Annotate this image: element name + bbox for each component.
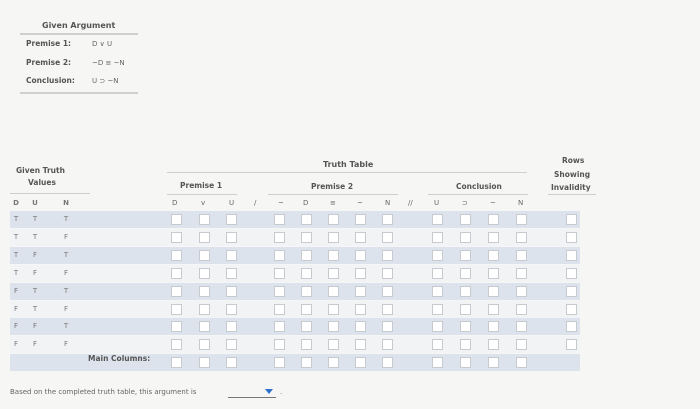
truth-value-cell[interactable]	[355, 232, 366, 243]
given-truth-value: T	[63, 286, 69, 295]
truth-value-cell[interactable]	[301, 304, 312, 315]
truth-value-cell[interactable]	[382, 250, 393, 261]
truth-value-cell[interactable]	[226, 286, 237, 297]
separator-double: //	[408, 199, 413, 207]
given-truth-value: F	[32, 340, 38, 349]
truth-value-cell[interactable]	[171, 286, 182, 297]
truth-value-cell[interactable]	[516, 214, 527, 225]
truth-value-cell[interactable]	[432, 339, 443, 350]
truth-value-cell[interactable]	[301, 321, 312, 332]
truth-value-cell[interactable]	[226, 339, 237, 350]
validity-dropdown[interactable]	[228, 386, 276, 398]
given-truth-value: F	[32, 268, 38, 277]
truth-value-cell[interactable]	[274, 268, 285, 279]
truth-value-cell[interactable]	[382, 321, 393, 332]
given-truth-value: F	[13, 286, 19, 295]
truth-value-cell[interactable]	[274, 304, 285, 315]
truth-value-cell[interactable]	[328, 321, 339, 332]
truth-value-cell[interactable]	[199, 339, 210, 350]
given-truth-value: T	[63, 215, 69, 223]
given-truth-value: F	[32, 322, 38, 331]
truth-value-cell[interactable]	[516, 339, 527, 350]
truth-value-cell[interactable]	[328, 250, 339, 261]
c-symbol-neg: ~	[490, 199, 496, 207]
given-argument-divider-top	[20, 33, 138, 35]
truth-value-cell[interactable]	[460, 286, 471, 297]
truth-value-cell[interactable]	[488, 321, 499, 332]
truth-value-cell[interactable]	[516, 232, 527, 243]
conclusion-value: U ⊃ ~N	[92, 77, 119, 85]
truth-value-cell[interactable]	[274, 286, 285, 297]
given-truth-values-title-line1: Given Truth	[16, 166, 65, 175]
p2-symbol-neg2: ~	[357, 199, 363, 207]
invalidity-checkbox[interactable]	[566, 286, 577, 297]
invalidity-checkbox[interactable]	[566, 304, 577, 315]
truth-value-cell[interactable]	[460, 321, 471, 332]
given-truth-value: F	[63, 304, 69, 313]
p2-symbol-d: D	[303, 199, 309, 207]
truth-value-cell[interactable]	[226, 321, 237, 332]
truth-value-cell[interactable]	[488, 250, 499, 261]
col-header-d: D	[13, 199, 19, 207]
invalidity-header-line1: Rows	[562, 156, 585, 165]
main-column-checkbox[interactable]	[274, 357, 285, 368]
truth-value-cell[interactable]	[171, 339, 182, 350]
main-column-checkbox[interactable]	[328, 357, 339, 368]
conclusion-underline	[428, 194, 528, 195]
main-column-checkbox[interactable]	[516, 357, 527, 368]
truth-value-cell[interactable]	[488, 304, 499, 315]
truth-value-cell[interactable]	[460, 214, 471, 225]
premise1-label: Premise 1:	[26, 39, 72, 48]
truth-value-cell[interactable]	[328, 268, 339, 279]
truth-value-cell[interactable]	[274, 339, 285, 350]
truth-value-cell[interactable]	[460, 339, 471, 350]
invalidity-header-line2: Showing	[554, 170, 591, 179]
truth-value-cell[interactable]	[226, 232, 237, 243]
p2-symbol-n: N	[385, 199, 391, 207]
truth-value-cell[interactable]	[516, 250, 527, 261]
main-column-checkbox[interactable]	[488, 357, 499, 368]
given-truth-value: T	[63, 250, 69, 259]
invalidity-checkbox[interactable]	[566, 214, 577, 225]
truth-value-cell[interactable]	[328, 214, 339, 225]
c-symbol-n: N	[518, 199, 524, 207]
main-column-checkbox[interactable]	[382, 357, 393, 368]
given-truth-value: T	[13, 268, 19, 277]
truth-value-cell[interactable]	[516, 304, 527, 315]
truth-value-cell[interactable]	[199, 214, 210, 225]
truth-value-cell[interactable]	[488, 232, 499, 243]
given-argument-title: Given Argument	[42, 21, 116, 30]
truth-value-cell[interactable]	[301, 268, 312, 279]
premise1-underline	[167, 194, 237, 195]
truth-value-cell[interactable]	[226, 250, 237, 261]
premise2-label: Premise 2:	[26, 58, 72, 67]
p1-symbol-d: D	[172, 199, 178, 207]
truth-value-cell[interactable]	[199, 321, 210, 332]
truth-value-cell[interactable]	[171, 268, 182, 279]
truth-value-cell[interactable]	[355, 214, 366, 225]
invalidity-checkbox[interactable]	[566, 321, 577, 332]
truth-value-cell[interactable]	[301, 232, 312, 243]
truth-value-cell[interactable]	[516, 286, 527, 297]
main-column-checkbox[interactable]	[432, 357, 443, 368]
chevron-down-icon	[265, 389, 273, 394]
truth-value-cell[interactable]	[301, 286, 312, 297]
truth-value-cell[interactable]	[226, 268, 237, 279]
truth-value-cell[interactable]	[301, 339, 312, 350]
truth-value-cell[interactable]	[171, 214, 182, 225]
given-truth-values-underline	[10, 193, 90, 194]
truth-value-cell[interactable]	[460, 232, 471, 243]
truth-value-cell[interactable]	[355, 268, 366, 279]
truth-value-cell[interactable]	[199, 232, 210, 243]
p2-symbol-neg1: ~	[278, 199, 284, 207]
truth-value-cell[interactable]	[355, 250, 366, 261]
truth-value-cell[interactable]	[328, 339, 339, 350]
truth-value-cell[interactable]	[432, 321, 443, 332]
truth-value-cell[interactable]	[488, 268, 499, 279]
truth-value-cell[interactable]	[516, 268, 527, 279]
truth-value-cell[interactable]	[199, 304, 210, 315]
truth-value-cell[interactable]	[382, 339, 393, 350]
col-header-u: U	[32, 199, 38, 207]
given-truth-value: T	[13, 250, 19, 259]
main-column-checkbox[interactable]	[460, 357, 471, 368]
given-truth-value: F	[63, 340, 69, 349]
invalidity-checkbox[interactable]	[566, 232, 577, 243]
truth-value-cell[interactable]	[516, 321, 527, 332]
truth-value-cell[interactable]	[199, 250, 210, 261]
main-columns-label: Main Columns:	[88, 354, 151, 363]
given-truth-value: T	[63, 322, 69, 331]
truth-value-cell[interactable]	[301, 250, 312, 261]
truth-value-cell[interactable]	[460, 250, 471, 261]
truth-value-cell[interactable]	[382, 232, 393, 243]
truth-value-cell[interactable]	[171, 250, 182, 261]
premise1-value: D ∨ U	[92, 40, 113, 48]
conclusion-header: Conclusion	[456, 182, 502, 191]
truth-value-cell[interactable]	[274, 250, 285, 261]
p1-symbol-or: v	[201, 199, 206, 207]
premise2-underline	[268, 194, 398, 195]
truth-value-cell[interactable]	[274, 232, 285, 243]
truth-value-cell[interactable]	[274, 321, 285, 332]
given-truth-value: T	[32, 286, 38, 295]
truth-value-cell[interactable]	[355, 321, 366, 332]
truth-value-cell[interactable]	[432, 304, 443, 315]
main-column-checkbox[interactable]	[199, 357, 210, 368]
truth-value-cell[interactable]	[199, 268, 210, 279]
given-truth-value: F	[13, 304, 19, 313]
invalidity-checkbox[interactable]	[566, 250, 577, 261]
truth-value-cell[interactable]	[432, 214, 443, 225]
truth-table-title-divider	[167, 172, 527, 173]
truth-value-cell[interactable]	[171, 304, 182, 315]
c-symbol-u: U	[434, 199, 440, 207]
main-column-checkbox[interactable]	[171, 357, 182, 368]
invalidity-checkbox[interactable]	[566, 268, 577, 279]
c-symbol-horseshoe: ⊃	[462, 199, 468, 207]
truth-value-cell[interactable]	[171, 321, 182, 332]
invalidity-checkbox[interactable]	[566, 339, 577, 350]
given-truth-value: F	[13, 322, 19, 331]
truth-value-cell[interactable]	[488, 339, 499, 350]
main-column-checkbox[interactable]	[226, 357, 237, 368]
truth-value-cell[interactable]	[328, 232, 339, 243]
conclusion-label: Conclusion:	[26, 76, 75, 85]
p2-symbol-equiv: ≡	[330, 199, 336, 207]
given-truth-value: T	[32, 304, 38, 313]
truth-value-cell[interactable]	[382, 214, 393, 225]
given-truth-value: F	[13, 340, 19, 349]
truth-value-cell[interactable]	[274, 214, 285, 225]
given-truth-value: T	[32, 232, 38, 241]
truth-value-cell[interactable]	[460, 268, 471, 279]
given-truth-values-title-line2: Values	[28, 178, 56, 187]
given-truth-value: F	[63, 232, 69, 241]
truth-value-cell[interactable]	[382, 286, 393, 297]
given-truth-value: T	[13, 215, 19, 223]
truth-value-cell[interactable]	[226, 304, 237, 315]
p1-symbol-u: U	[229, 199, 235, 207]
truth-value-cell[interactable]	[328, 304, 339, 315]
premise2-value: ~D ≡ ~N	[92, 59, 125, 67]
truth-value-cell[interactable]	[432, 268, 443, 279]
truth-value-cell[interactable]	[382, 268, 393, 279]
given-truth-value: F	[63, 268, 69, 277]
truth-value-cell[interactable]	[460, 304, 471, 315]
truth-value-cell[interactable]	[432, 286, 443, 297]
given-truth-value: T	[13, 232, 19, 241]
invalidity-header-line3: Invalidity	[551, 183, 591, 192]
invalidity-underline	[548, 194, 596, 195]
truth-table-title: Truth Table	[323, 160, 374, 169]
truth-value-cell[interactable]	[199, 286, 210, 297]
given-argument-divider-bottom	[20, 92, 138, 94]
main-column-checkbox[interactable]	[355, 357, 366, 368]
separator-single: /	[254, 199, 257, 207]
premise2-header: Premise 2	[311, 182, 354, 191]
truth-value-cell[interactable]	[488, 214, 499, 225]
truth-value-cell[interactable]	[301, 214, 312, 225]
truth-value-cell[interactable]	[355, 286, 366, 297]
truth-value-cell[interactable]	[226, 214, 237, 225]
given-truth-value: T	[32, 215, 38, 223]
truth-value-cell[interactable]	[355, 304, 366, 315]
truth-value-cell[interactable]	[328, 286, 339, 297]
footer-statement: Based on the completed truth table, this argument is	[10, 388, 197, 396]
footer-period: .	[280, 388, 283, 396]
truth-value-cell[interactable]	[432, 250, 443, 261]
truth-value-cell[interactable]	[488, 286, 499, 297]
truth-value-cell[interactable]	[382, 304, 393, 315]
col-header-n: N	[63, 199, 69, 207]
main-column-checkbox[interactable]	[301, 357, 312, 368]
truth-value-cell[interactable]	[355, 339, 366, 350]
truth-value-cell[interactable]	[432, 232, 443, 243]
truth-value-cell[interactable]	[171, 232, 182, 243]
premise1-header: Premise 1	[180, 181, 223, 190]
given-truth-value: F	[32, 250, 38, 259]
